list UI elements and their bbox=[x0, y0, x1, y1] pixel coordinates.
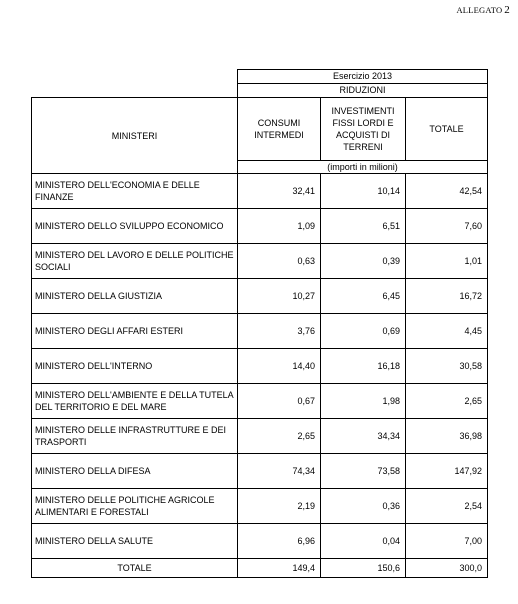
ministry-name: MINISTERO DELL'ECONOMIA E DELLE FINANZE bbox=[32, 174, 238, 209]
consumi-value: 0,67 bbox=[238, 384, 321, 419]
investimenti-value: 73,58 bbox=[321, 454, 406, 489]
investimenti-value: 0,04 bbox=[321, 524, 406, 559]
ministry-name: MINISTERO DELLA DIFESA bbox=[32, 454, 238, 489]
total-row bbox=[32, 559, 488, 578]
totale-value: 147,92 bbox=[406, 454, 488, 489]
ministry-name: MINISTERO DELL'INTERNO bbox=[32, 349, 238, 384]
consumi-value: 1,09 bbox=[238, 209, 321, 244]
ministry-name: MINISTERO DELLE INFRASTRUTTURE E DEI TRASPORTI bbox=[32, 419, 238, 454]
empty-corner bbox=[32, 70, 238, 84]
consumi-value: 10,27 bbox=[238, 279, 321, 314]
ministry-name: MINISTERO DELLA GIUSTIZIA bbox=[32, 279, 238, 314]
table-row bbox=[32, 349, 488, 384]
table-row bbox=[32, 209, 488, 244]
investimenti-value: 6,51 bbox=[321, 209, 406, 244]
investimenti-value: 34,34 bbox=[321, 419, 406, 454]
annex-number: 2 bbox=[504, 4, 510, 16]
empty-corner-2 bbox=[32, 84, 238, 98]
totale-column-header: TOTALE bbox=[406, 98, 488, 161]
units-note: (importi in milioni) bbox=[238, 161, 488, 174]
totale-value: 36,98 bbox=[406, 419, 488, 454]
total-label: TOTALE bbox=[32, 559, 238, 578]
ministry-name: MINISTERO DELLA SALUTE bbox=[32, 524, 238, 559]
totale-value: 1,01 bbox=[406, 244, 488, 279]
ministry-name: MINISTERO DELL'AMBIENTE E DELLA TUTELA DEL TERRITORIO E DEL MARE bbox=[32, 384, 238, 419]
consumi-value: 6,96 bbox=[238, 524, 321, 559]
totale-value: 30,58 bbox=[406, 349, 488, 384]
investimenti-value: 0,39 bbox=[321, 244, 406, 279]
table-row bbox=[32, 279, 488, 314]
table-row bbox=[32, 489, 488, 524]
investimenti-value: 6,45 bbox=[321, 279, 406, 314]
totale-value: 2,54 bbox=[406, 489, 488, 524]
table-row bbox=[32, 314, 488, 349]
investimenti-value: 1,98 bbox=[321, 384, 406, 419]
table-row bbox=[32, 384, 488, 419]
ministry-name: MINISTERO DEGLI AFFARI ESTERI bbox=[32, 314, 238, 349]
consumi-value: 74,34 bbox=[238, 454, 321, 489]
investimenti-value: 0,36 bbox=[321, 489, 406, 524]
total-investimenti: 150,6 bbox=[321, 559, 406, 578]
table-row bbox=[32, 174, 488, 209]
consumi-value: 2,65 bbox=[238, 419, 321, 454]
table-row bbox=[32, 524, 488, 559]
ministry-name: MINISTERO DEL LAVORO E DELLE POLITICHE SOCIALI bbox=[32, 244, 238, 279]
ministry-column-header: MINISTERI bbox=[32, 98, 238, 174]
total-consumi: 149,4 bbox=[238, 559, 321, 578]
totale-value: 2,65 bbox=[406, 384, 488, 419]
totale-value: 42,54 bbox=[406, 174, 488, 209]
consumi-value: 32,41 bbox=[238, 174, 321, 209]
annex-label bbox=[456, 4, 510, 16]
investimenti-value: 0,69 bbox=[321, 314, 406, 349]
investimenti-column-header: INVESTIMENTI FISSI LORDI E ACQUISTI DI TERRENI bbox=[321, 98, 406, 161]
totale-value: 7,00 bbox=[406, 524, 488, 559]
consumi-value: 3,76 bbox=[238, 314, 321, 349]
table-row bbox=[32, 454, 488, 489]
annex-word: ALLEGATO bbox=[456, 5, 503, 15]
table-row bbox=[32, 419, 488, 454]
investimenti-value: 16,18 bbox=[321, 349, 406, 384]
consumi-value: 14,40 bbox=[238, 349, 321, 384]
total-totale: 300,0 bbox=[406, 559, 488, 578]
consumi-column-header: CONSUMI INTERMEDI bbox=[238, 98, 321, 161]
totale-value: 4,45 bbox=[406, 314, 488, 349]
totale-value: 16,72 bbox=[406, 279, 488, 314]
table-row bbox=[32, 244, 488, 279]
section-header: RIDUZIONI bbox=[238, 84, 488, 98]
reductions-table bbox=[31, 69, 488, 578]
consumi-value: 0,63 bbox=[238, 244, 321, 279]
consumi-value: 2,19 bbox=[238, 489, 321, 524]
ministry-name: MINISTERO DELLE POLITICHE AGRICOLE ALIMENTARI E FORESTALI bbox=[32, 489, 238, 524]
totale-value: 7,60 bbox=[406, 209, 488, 244]
investimenti-value: 10,14 bbox=[321, 174, 406, 209]
ministry-name: MINISTERO DELLO SVILUPPO ECONOMICO bbox=[32, 209, 238, 244]
year-header: Esercizio 2013 bbox=[238, 70, 488, 84]
